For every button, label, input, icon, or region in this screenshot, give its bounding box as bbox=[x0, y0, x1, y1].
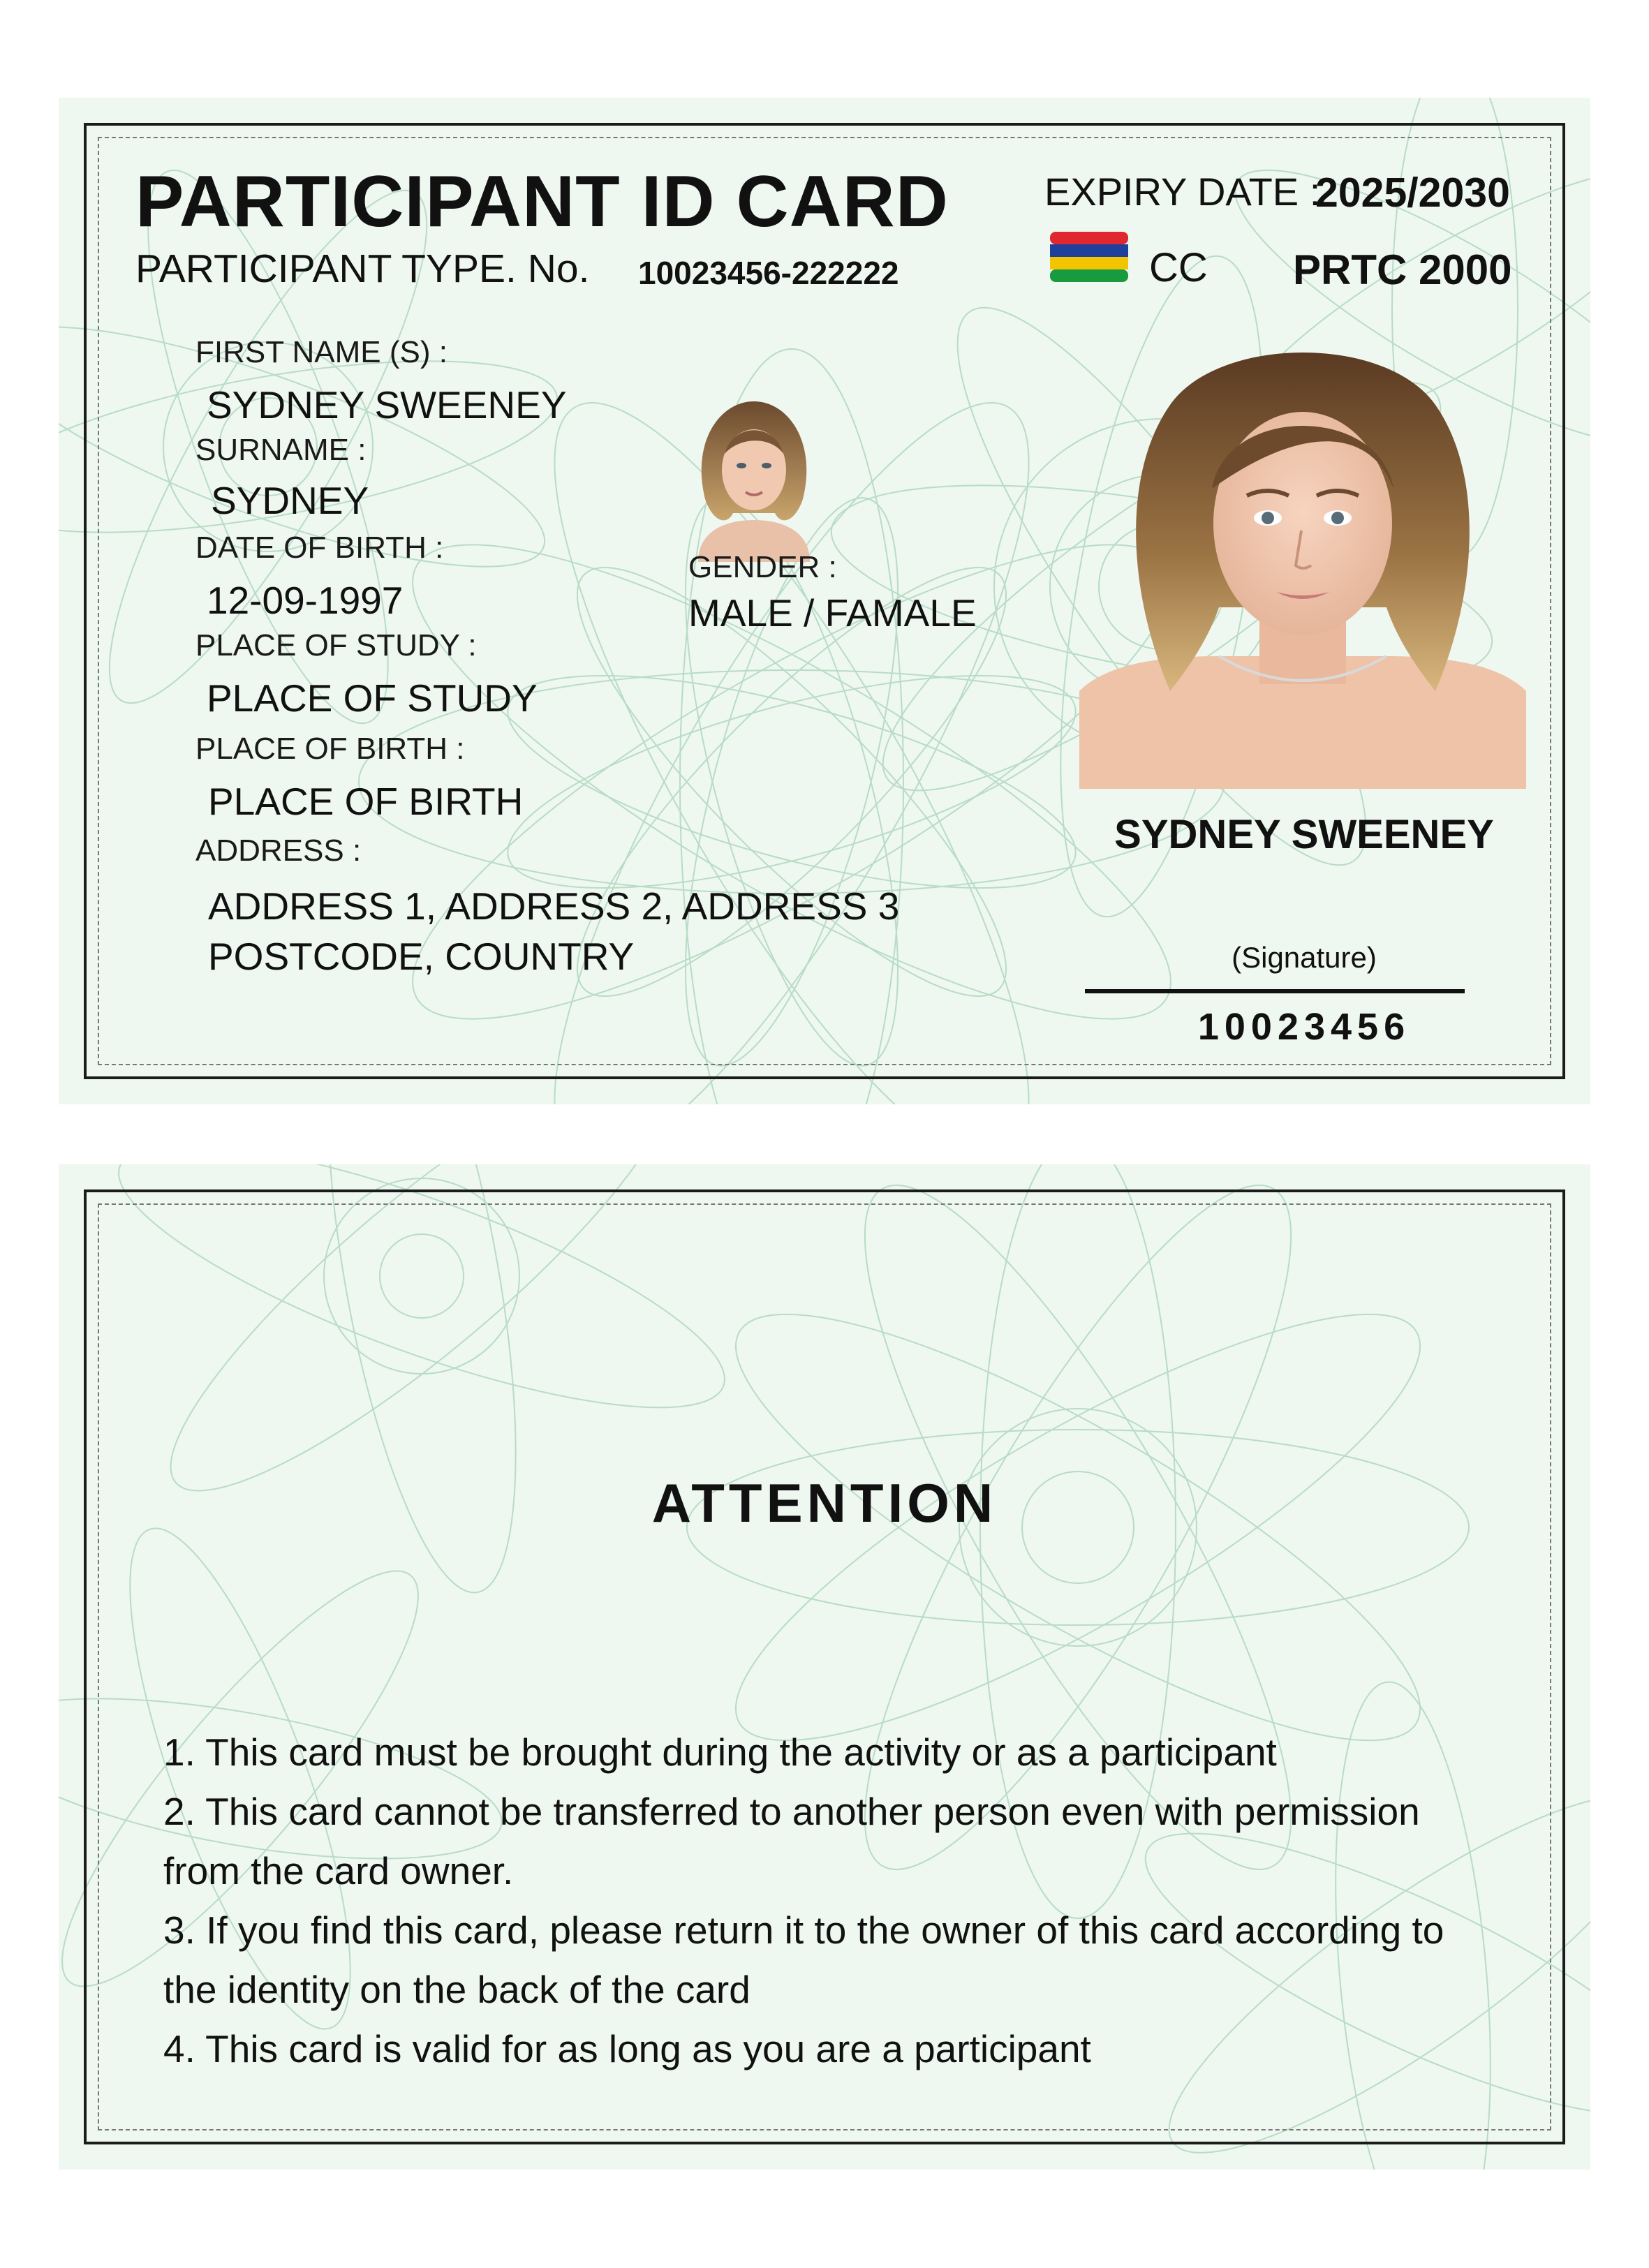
rules-list bbox=[163, 1723, 1504, 2079]
surname-value: SYDNEY bbox=[211, 479, 369, 522]
place-of-birth-value: PLACE OF BIRTH bbox=[208, 780, 524, 823]
id-card-front bbox=[59, 98, 1590, 1104]
expiry-date-value: 2025/2030 bbox=[1315, 170, 1510, 216]
surname-label: SURNAME : bbox=[195, 433, 367, 467]
date-of-birth-value: 12-09-1997 bbox=[207, 579, 404, 622]
expiry-date-label: EXPIRY DATE : bbox=[1044, 170, 1321, 214]
first-name-value: SYDNEY SWEENEY bbox=[207, 383, 567, 427]
rule-item: 2. This card cannot be transferred to another person even with permission from the card owner. bbox=[163, 1790, 1420, 1892]
holder-name: SYDNEY SWEENEY bbox=[1114, 812, 1494, 857]
signature-label: (Signature) bbox=[1232, 941, 1377, 974]
rule-item: 4. This card is valid for as long as you are a participant bbox=[163, 2027, 1091, 2070]
holder-photo-small bbox=[684, 387, 824, 562]
rule-item: 3. If you find this card, please return it to the owner of this card according to the identity on the back of the card bbox=[163, 1908, 1444, 2011]
prtc-code: PRTC 2000 bbox=[1293, 246, 1512, 293]
place-of-birth-label: PLACE OF BIRTH : bbox=[195, 732, 465, 766]
rule-item: 1. This card must be brought during the activity or as a participant bbox=[163, 1730, 1277, 1774]
place-of-study-label: PLACE OF STUDY : bbox=[195, 628, 477, 662]
holder-photo bbox=[1079, 328, 1526, 789]
gender-label: GENDER : bbox=[688, 550, 837, 584]
participant-type-label: PARTICIPANT TYPE. No. bbox=[135, 246, 590, 291]
place-of-study-value: PLACE OF STUDY bbox=[207, 676, 538, 720]
card-title: PARTICIPANT ID CARD bbox=[135, 161, 949, 242]
id-card-back bbox=[59, 1164, 1590, 2170]
country-code: CC bbox=[1149, 245, 1208, 290]
card-number: 10023456 bbox=[1197, 1006, 1411, 1048]
first-name-label: FIRST NAME (S) : bbox=[195, 335, 448, 369]
address-line-1: ADDRESS 1, ADDRESS 2, ADDRESS 3 bbox=[208, 884, 900, 928]
date-of-birth-label: DATE OF BIRTH : bbox=[195, 531, 444, 565]
signature-line bbox=[1085, 989, 1465, 993]
participant-type-number: 10023456-222222 bbox=[638, 255, 899, 291]
country-flag-icon bbox=[1050, 232, 1128, 282]
gender-value: MALE / FAMALE bbox=[688, 591, 977, 635]
address-label: ADDRESS : bbox=[195, 833, 362, 868]
address-line-2: POSTCODE, COUNTRY bbox=[208, 935, 635, 978]
attention-heading: ATTENTION bbox=[651, 1472, 998, 1534]
